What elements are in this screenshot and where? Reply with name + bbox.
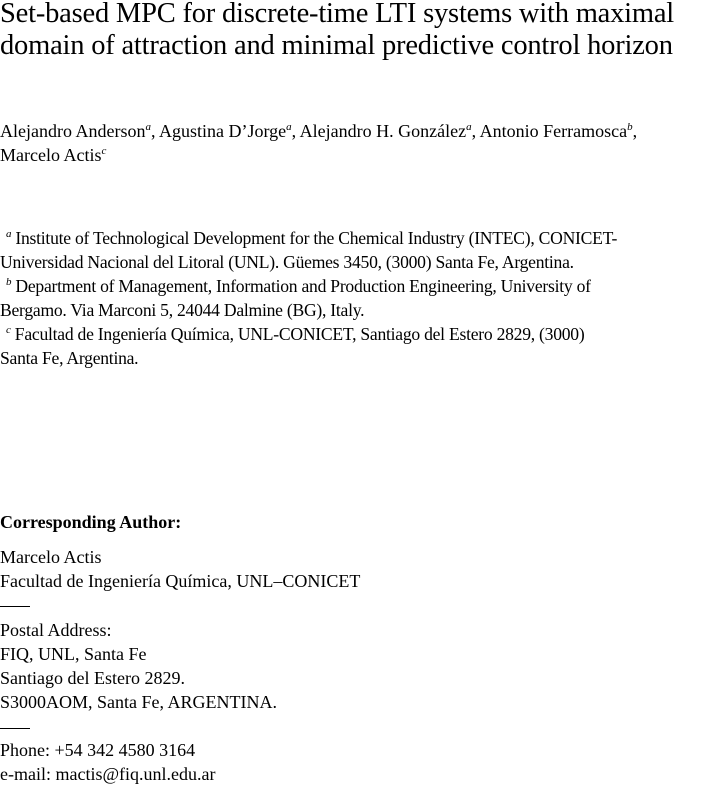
affiliation-a-line-2: Universidad Nacional del Litoral (UNL). Güemes 3450, (3000) Santa Fe, Argentina. xyxy=(0,252,574,272)
email[interactable]: e-mail: mactis@fiq.unl.edu.ar xyxy=(0,764,216,784)
affiliation-c-line-2: Santa Fe, Argentina. xyxy=(0,348,139,368)
author-name: Marcelo Actis xyxy=(0,145,102,165)
affiliation-text: Department of Management, Information and Production Engineering, University of xyxy=(15,276,591,296)
author-name: Antonio Ferramosca xyxy=(479,121,628,141)
separator-rule xyxy=(0,606,30,607)
paper-title-line-1: Set-based MPC for discrete-time LTI systems with maximal xyxy=(0,0,675,29)
affiliation-text: Facultad de Ingeniería Química, UNL-CONICET, Santiago del Estero 2829, (3000) xyxy=(14,324,585,344)
postal-line: FIQ, UNL, Santa Fe xyxy=(0,644,147,664)
author-list: Alejandro Anderson$^a$, Agustina D’Jorge$^a$, Alejandro H. González$^a$, Antonio Ferramosca$^b$, xyxy=(0,121,638,141)
affiliation-mark: a xyxy=(145,121,151,133)
affiliation-b-line-2: Bergamo. Via Marconi 5, 24044 Dalmine (BG), Italy. xyxy=(0,300,365,320)
affiliation-text: Institute of Technological Development for the Chemical Industry (INTEC), CONICET- xyxy=(15,228,618,248)
corresponding-institution: Facultad de Ingeniería Química, UNL–CONICET xyxy=(0,571,361,591)
postal-line: Santiago del Estero 2829. xyxy=(0,668,185,688)
author-name: Alejandro H. González xyxy=(299,121,467,141)
affiliation-a xyxy=(6,228,617,249)
corresponding-heading xyxy=(0,512,181,533)
affiliation-b xyxy=(6,276,591,297)
corresponding-name: Marcelo Actis xyxy=(0,547,102,567)
affiliation-mark: b xyxy=(6,276,12,288)
postal-label: Postal Address: xyxy=(0,620,112,640)
postal-line: S3000AOM, Santa Fe, ARGENTINA. xyxy=(0,692,277,712)
affiliation-mark: a xyxy=(466,121,472,133)
separator-rule xyxy=(0,728,30,729)
affiliation-mark: b xyxy=(627,121,633,133)
affiliation-c xyxy=(6,324,584,345)
paper-title-line-2: domain of attraction and minimal predictive control horizon xyxy=(0,30,673,61)
affiliation-mark: c xyxy=(6,324,11,336)
heading-text: Corresponding Author: xyxy=(0,512,182,532)
author-name: Alejandro Anderson xyxy=(0,121,146,141)
phone: Phone: +54 342 4580 3164 xyxy=(0,740,196,760)
affiliation-mark: a xyxy=(286,121,292,133)
affiliation-mark: a xyxy=(6,228,12,240)
author-list-line-2 xyxy=(0,145,106,166)
affiliation-mark: c xyxy=(101,145,107,157)
author-name: Agustina D’Jorge xyxy=(158,121,287,141)
